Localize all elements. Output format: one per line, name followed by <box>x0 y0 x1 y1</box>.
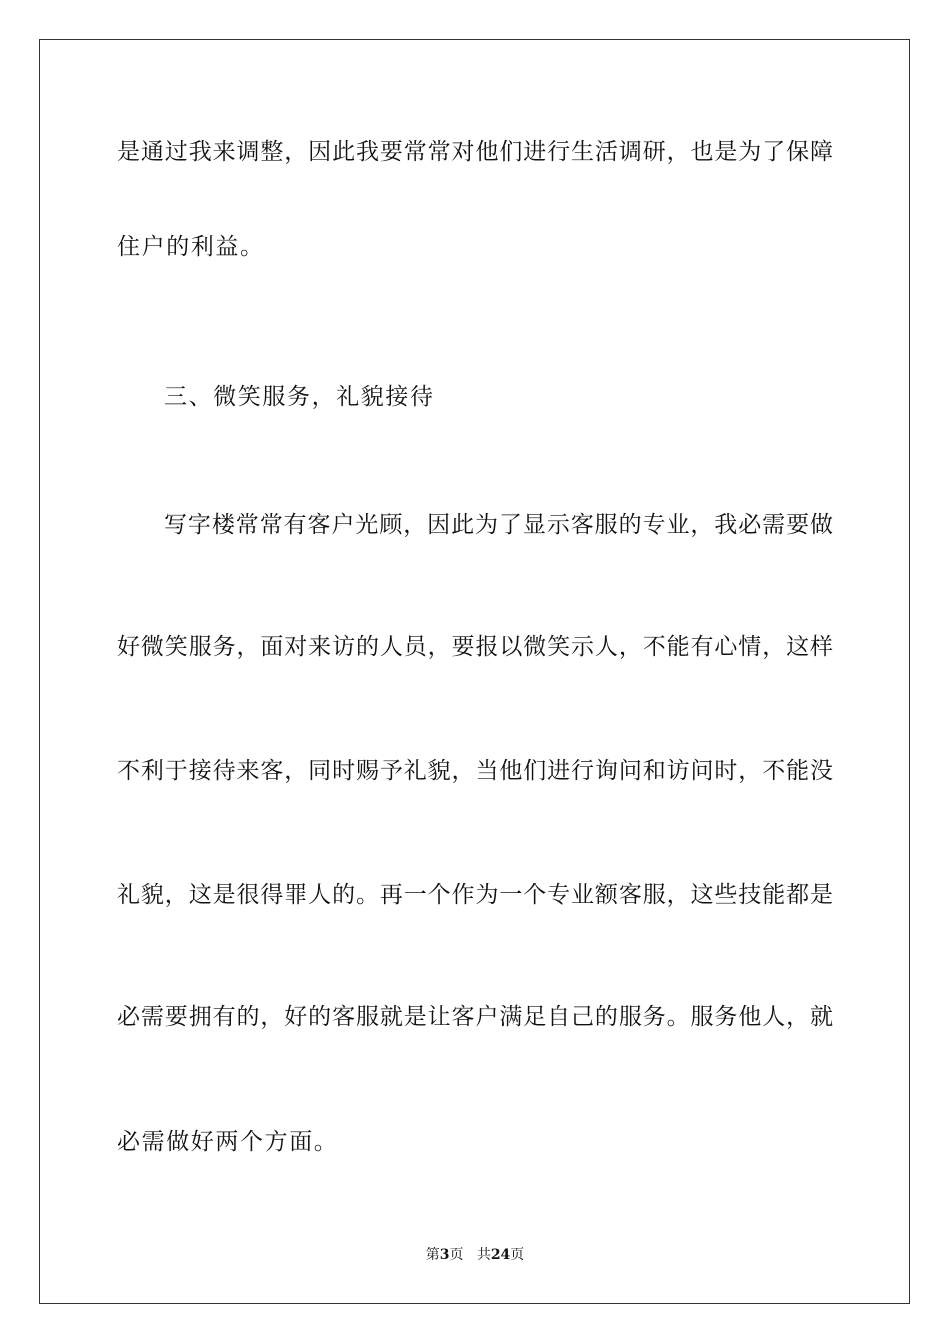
footer-page-suffix: 页 <box>449 1247 464 1263</box>
page-border <box>39 39 910 1304</box>
paragraph-line-1: 是通过我来调整，因此我要常常对他们进行生活调研，也是为了保障 <box>117 139 833 165</box>
section-heading: 三、微笑服务，礼貌接待 <box>164 384 435 410</box>
paragraph-line-6: 礼貌，这是很得罪人的。再一个作为一个专业额客服，这些技能都是 <box>117 882 833 908</box>
paragraph-line-4: 好微笑服务，面对来访的人员，要报以微笑示人，不能有心情，这样 <box>117 634 833 660</box>
paragraph-line-7: 必需要拥有的，好的客服就是让客户满足自己的服务。服务他人，就 <box>117 1004 833 1030</box>
footer-total-pages: 24 <box>490 1247 511 1263</box>
footer-total-suffix: 页 <box>510 1247 525 1263</box>
footer-page-prefix: 第 <box>425 1247 440 1263</box>
page-footer <box>0 1246 950 1264</box>
footer-total-prefix: 共 <box>476 1247 491 1263</box>
paragraph-line-3: 写字楼常常有客户光顾，因此为了显示客服的专业，我必需要做 <box>164 512 833 538</box>
paragraph-line-8: 必需做好两个方面。 <box>117 1129 339 1155</box>
paragraph-line-5: 不利于接待来客，同时赐予礼貌，当他们进行询问和访问时，不能没 <box>117 758 833 784</box>
paragraph-line-2: 住户的利益。 <box>117 234 265 260</box>
footer-page-number: 3 <box>439 1247 450 1263</box>
